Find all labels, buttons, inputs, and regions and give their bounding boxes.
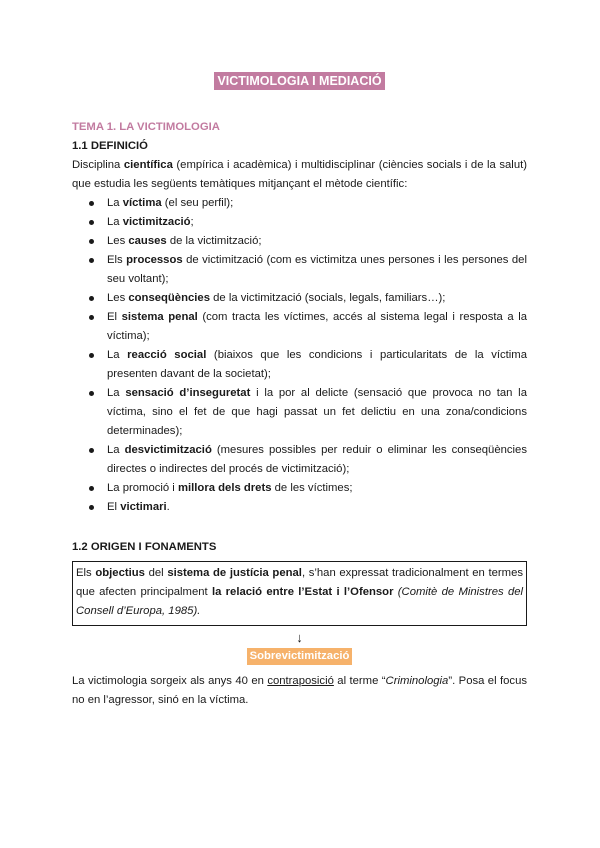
closing-paragraph-run: Criminologia: [385, 675, 449, 687]
down-arrow-icon: ↓: [296, 630, 303, 645]
list-item-run: Les: [107, 235, 129, 247]
definition-paragraph-run: (empírica i acadèmica) i multidisciplinar (ciències socials i de la salut) que estudia les següents temàtiques mitjançant el mètode científic:: [72, 159, 527, 190]
list-item-run: de victimització (com es victimitza unes persones i les persones del seu voltant);: [107, 254, 527, 285]
list-item-run: Les: [107, 292, 129, 304]
list-item-run: conseqüències: [128, 292, 210, 304]
bullet-icon: [89, 296, 94, 301]
document-title: VICTIMOLOGIA I MEDIACIÓ: [214, 72, 384, 90]
list-item-run: La: [107, 349, 128, 361]
list-item-run: de les víctimes;: [271, 482, 353, 494]
list-item-run: El: [107, 501, 121, 513]
list-item: [72, 479, 527, 498]
list-item: [72, 308, 527, 346]
list-item-run: El: [107, 311, 122, 323]
list-item-run: reacció social: [127, 349, 207, 361]
quote-box-run: , s’han expressat tradicionalment en termes que afecten principalment: [76, 567, 524, 598]
list-item: [72, 251, 527, 289]
list-item-run: sensació d’inseguretat: [125, 387, 251, 399]
bullet-icon: [89, 315, 94, 320]
list-item-run: sistema penal: [121, 311, 198, 323]
list-item-run: La: [107, 444, 125, 456]
list-item-run: processos: [126, 254, 183, 266]
bullet-icon: [89, 220, 94, 225]
tema-heading: TEMA 1. LA VICTIMOLOGIA: [72, 121, 220, 133]
list-item-run: La: [107, 216, 123, 228]
list-item-run: (el seu perfil);: [161, 197, 234, 209]
list-item: [72, 346, 527, 384]
list-item-run: La promoció i: [107, 482, 178, 494]
bullet-icon: [89, 505, 94, 510]
definition-paragraph-run: Disciplina: [72, 159, 124, 171]
badge-row: [72, 647, 527, 666]
section-heading-origen: 1.2 ORIGEN I FONAMENTS: [72, 541, 217, 553]
list-item-run: víctima: [122, 197, 162, 209]
bullet-icon: [89, 486, 94, 491]
list-item-run: .: [166, 501, 170, 513]
closing-paragraph: [72, 672, 527, 710]
list-item-run: millora dels drets: [177, 482, 272, 494]
list-item: [72, 194, 527, 213]
sobrevictimitzacio-badge: Sobrevictimització: [247, 648, 353, 665]
list-item-run: La: [107, 387, 126, 399]
list-item: [72, 441, 527, 479]
quote-box-run: Els: [76, 567, 96, 579]
list-item-run: ;: [190, 216, 194, 228]
topics-list: [72, 194, 527, 517]
list-item-run: (mesures possibles per reduir o eliminar les conseqüències directes o indirectes del procés de victimització);: [107, 444, 527, 475]
list-item-run: (com tracta les víctimes, accés al sistema legal i resposta a la víctima);: [107, 311, 527, 342]
bullet-icon: [89, 391, 94, 396]
closing-paragraph-run: al terme “: [333, 675, 386, 687]
list-item-run: de la victimització (socials, legals, familiars…);: [209, 292, 446, 304]
definition-paragraph: [72, 156, 527, 194]
quote-box-run: la relació entre l’Estat i l’Ofensor: [211, 586, 394, 598]
list-item-run: victimari: [120, 501, 167, 513]
list-item-run: Els: [107, 254, 127, 266]
list-item-run: (biaixos que les condicions i particularitats de la víctima presenten davant de la societat);: [107, 349, 528, 380]
quote-box: [72, 561, 527, 626]
list-item: [72, 498, 527, 517]
bullet-icon: [89, 448, 94, 453]
bullet-icon: [89, 258, 94, 263]
list-item: [72, 213, 527, 232]
list-item-run: La: [107, 197, 123, 209]
definition-paragraph-run: científica: [123, 159, 173, 171]
list-item-run: victimització: [122, 216, 191, 228]
closing-paragraph-run: ”. Posa el focus no en l’agressor, sinó en la víctima.: [72, 675, 528, 706]
bullet-icon: [89, 239, 94, 244]
closing-paragraph-run: La victimologia sorgeix als anys 40 en: [72, 675, 268, 687]
list-item-run: desvictimització: [124, 444, 212, 456]
bullet-icon: [89, 353, 94, 358]
list-item: [72, 232, 527, 251]
list-item-run: i la por al delicte (sensació que provoca no tan la víctima, sino el fet de que hagi passat un fet delictiu en una zona/condicions determinades);: [107, 387, 527, 437]
section-heading-definicio: 1.1 DEFINICIÓ: [72, 140, 148, 152]
quote-box-run: sistema de justícia penal: [167, 567, 302, 579]
bullet-icon: [89, 201, 94, 206]
title-row: [72, 72, 527, 92]
quote-box-run: del: [144, 567, 168, 579]
list-item: [72, 289, 527, 308]
list-item-run: de la victimització;: [166, 235, 262, 247]
quote-box-run: (Comitè de Ministres del Consell d’Europa, 1985).: [76, 586, 524, 617]
quote-box-run: objectius: [95, 567, 145, 579]
closing-paragraph-run: contraposició: [267, 675, 334, 687]
list-item-run: causes: [128, 235, 167, 247]
document-page: [72, 72, 527, 710]
list-item: [72, 384, 527, 441]
